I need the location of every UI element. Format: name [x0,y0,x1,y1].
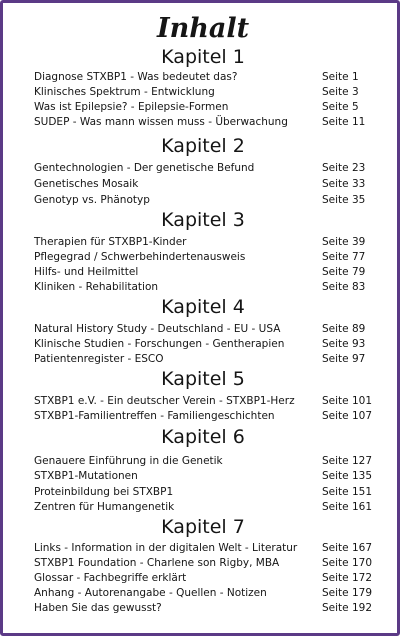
toc-entry[interactable] [34,250,374,265]
page-title: Inhalt [156,13,250,44]
toc-entry-title: STXBP1 e.V. - Ein deutscher Verein - STXBP1-Herz [34,395,295,407]
toc-entry[interactable] [34,454,374,469]
toc-entry-page: Seite 39 [322,236,366,248]
toc-entry-title: SUDEP - Was mann wissen muss - Überwachung [34,116,288,128]
toc-entry-page: Seite 33 [322,178,366,190]
toc-entry[interactable] [34,265,374,280]
toc-entry[interactable] [34,500,374,515]
toc-entry-title: Genotyp vs. Phänotyp [34,194,150,206]
toc-entry-page: Seite 151 [322,486,372,498]
toc-entry-title: Was ist Epilepsie? - Epilepsie-Formen [34,101,229,113]
toc-entry[interactable] [34,193,374,208]
toc-entry-page: Seite 23 [322,162,366,174]
toc-entry[interactable] [34,85,374,100]
toc-entry-title: Anhang - Autorenangabe - Quellen - Notizen [34,587,267,599]
toc-entry[interactable] [34,115,374,130]
chapter-heading: Kapitel 3 [161,209,245,231]
toc-entry[interactable] [34,322,374,337]
toc-entry-title: Patientenregister - ESCO [34,353,164,365]
toc-entry[interactable] [34,100,374,115]
toc-entry-page: Seite 83 [322,281,366,293]
toc-entry[interactable] [34,235,374,250]
toc-entry-title: Haben Sie das gewusst? [34,602,162,614]
toc-entry-title: Genauere Einführung in die Genetik [34,455,223,467]
toc-entry[interactable] [34,177,374,192]
toc-entry[interactable] [34,586,374,601]
toc-entry[interactable] [34,70,374,85]
toc-entry-page: Seite 107 [322,410,372,422]
toc-entry-page: Seite 170 [322,557,372,569]
toc-entry-page: Seite 11 [322,116,366,128]
toc-entry-title: Natural History Study - Deutschland - EU - USA [34,323,281,335]
chapter-heading: Kapitel 2 [161,135,245,157]
toc-entry-title: Links - Information in der digitalen Welt - Literatur [34,542,298,554]
toc-entry-page: Seite 127 [322,455,372,467]
toc-entry-page: Seite 89 [322,323,366,335]
toc-entry-title: Glossar - Fachbegriffe erklärt [34,572,187,584]
toc-entry-title: Genetisches Mosaik [34,178,139,190]
toc-entry-title: STXBP1-Mutationen [34,470,138,482]
toc-entry-title: Hilfs- und Heilmittel [34,266,139,278]
toc-entry[interactable] [34,485,374,500]
toc-entry-page: Seite 77 [322,251,366,263]
toc-entry-title: Kliniken - Rehabilitation [34,281,159,293]
toc-entry-page: Seite 135 [322,470,372,482]
toc-entry-page: Seite 192 [322,602,372,614]
toc-entry[interactable] [34,469,374,484]
toc-entry-page: Seite 5 [322,101,359,113]
toc-entry-title: Klinische Studien - Forschungen - Gentherapien [34,338,285,350]
toc-entry-page: Seite 101 [322,395,372,407]
toc-entry-page: Seite 3 [322,86,359,98]
chapter-heading: Kapitel 6 [161,426,245,448]
toc-entry-title: Therapien für STXBP1-Kinder [34,236,187,248]
toc-entry[interactable] [34,161,374,176]
toc-entry-title: STXBP1 Foundation - Charlene son Rigby, MBA [34,557,280,569]
toc-entry[interactable] [34,352,374,367]
toc-entry-page: Seite 79 [322,266,366,278]
toc-entry-title: Proteinbildung bei STXBP1 [34,486,174,498]
chapter-heading: Kapitel 5 [161,368,245,390]
toc-entry-title: Zentren für Humangenetik [34,501,175,513]
toc-entry[interactable] [34,337,374,352]
toc-entry-title: STXBP1-Familientreffen - Familiengeschichten [34,410,275,422]
toc-entry-page: Seite 1 [322,71,359,83]
toc-entry-title: Diagnose STXBP1 - Was bedeutet das? [34,71,238,83]
toc-entry-page: Seite 35 [322,194,366,206]
toc-entry-title: Gentechnologien - Der genetische Befund [34,162,255,174]
toc-entry-page: Seite 97 [322,353,366,365]
toc-entry-page: Seite 179 [322,587,372,599]
toc-entry[interactable] [34,601,374,616]
chapter-heading: Kapitel 4 [161,296,245,318]
toc-entry[interactable] [34,571,374,586]
toc-entry-page: Seite 93 [322,338,366,350]
toc-entry-title: Pflegegrad / Schwerbehindertenausweis [34,251,246,263]
toc-entry[interactable] [34,556,374,571]
chapter-heading: Kapitel 7 [161,516,245,538]
toc-entry-page: Seite 172 [322,572,372,584]
toc-entry[interactable] [34,394,374,409]
toc-entry[interactable] [34,409,374,424]
toc-entry-page: Seite 161 [322,501,372,513]
toc-entry[interactable] [34,280,374,295]
chapter-heading: Kapitel 1 [161,46,245,68]
toc-entry-title: Klinisches Spektrum - Entwicklung [34,86,215,98]
toc-entry[interactable] [34,541,374,556]
toc-entry-page: Seite 167 [322,542,372,554]
